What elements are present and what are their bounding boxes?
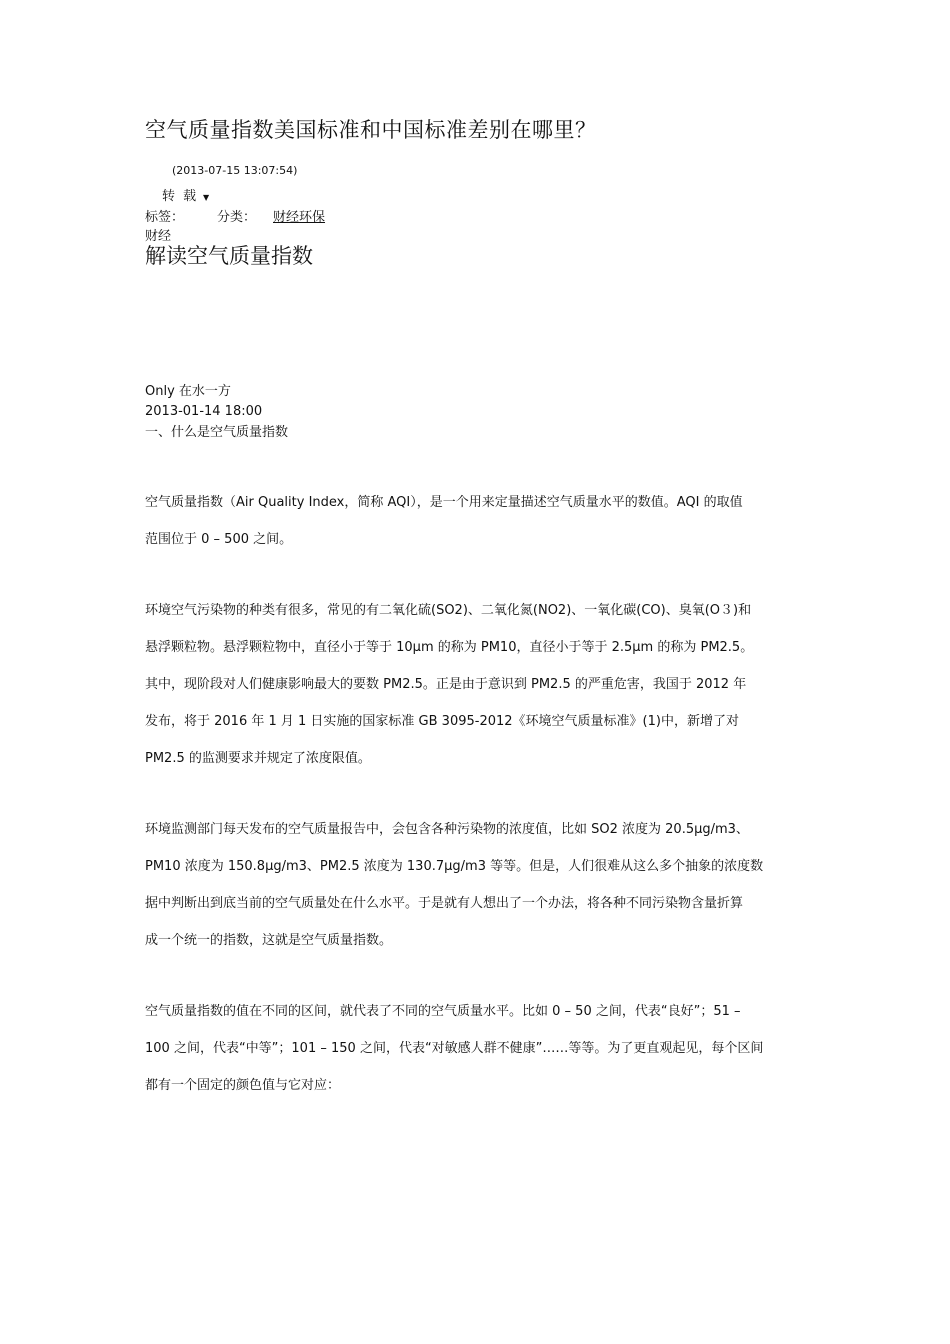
paragraph-line: 空气质量指数（Air Quality Index，简称 AQI），是一个用来定量描述空气质量水平的数值。AQI 的取值: [145, 495, 743, 510]
paragraph-line: 空气质量指数的值在不同的区间，就代表了不同的空气质量水平。比如 0 – 50 之间，代表“良好”；51 –: [145, 1004, 741, 1019]
post-date: 2013-01-14 18:00: [145, 404, 263, 419]
paragraph-line: 其中，现阶段对人们健康影响最大的要数 PM2.5。正是由于意识到 PM2.5 的严重危害，我国于 2012 年: [145, 677, 747, 692]
tags-label: 标签：: [145, 210, 185, 225]
paragraph-line: 发布，将于 2016 年 1 月 1 日实施的国家标准 GB 3095-2012《环境空气质量标准》(1)中，新增了对: [145, 714, 739, 729]
section-heading: 一、什么是空气质量指数: [145, 425, 289, 440]
paragraph-line: 环境监测部门每天发布的空气质量报告中，会包含各种污染物的浓度值，比如 SO2 浓度为 20.5μg/m3、: [145, 822, 749, 837]
tag-value[interactable]: 财经: [145, 229, 172, 244]
category-label: 分类：: [217, 210, 257, 225]
post-author: Only 在水一方: [145, 384, 231, 399]
paragraph-line: 成一个统一的指数，这就是空气质量指数。: [145, 933, 393, 948]
post-timestamp: (2013-07-15 13:07:54): [172, 164, 298, 177]
paragraph-line: 范围位于 0 – 500 之间。: [145, 532, 293, 547]
category-link[interactable]: 财经环保: [273, 210, 326, 225]
paragraph-line: 据中判断出到底当前的空气质量处在什么水平。于是就有人想出了一个办法，将各种不同污染物含量折算: [145, 896, 744, 911]
paragraph-line: 悬浮颗粒物。悬浮颗粒物中，直径小于等于 10μm 的称为 PM10，直径小于等于 2.5μm 的称为 PM2.5。: [145, 640, 754, 655]
article-title: 空气质量指数美国标准和中国标准差别在哪里？: [145, 118, 597, 142]
repost-label[interactable]: 转 载: [162, 189, 199, 204]
post-subtitle: 解读空气质量指数: [145, 244, 313, 268]
paragraph-line: PM10 浓度为 150.8μg/m3、PM2.5 浓度为 130.7μg/m3 等等。但是，人们很难从这么多个抽象的浓度数: [145, 859, 764, 874]
dropdown-arrow-icon[interactable]: ▼: [203, 193, 210, 202]
paragraph-line: 环境空气污染物的种类有很多，常见的有二氧化硫(SO2)、二氧化氮(NO2)、一氧化碳(CO)、臭氧(O３)和: [145, 603, 752, 618]
paragraph-line: 100 之间，代表“中等”；101 – 150 之间，代表“对敏感人群不健康”……等等。为了更直观起见，每个区间: [145, 1041, 764, 1056]
paragraph-line: 都有一个固定的颜色值与它对应：: [145, 1078, 341, 1093]
paragraph-line: PM2.5 的监测要求并规定了浓度限值。: [145, 751, 371, 766]
